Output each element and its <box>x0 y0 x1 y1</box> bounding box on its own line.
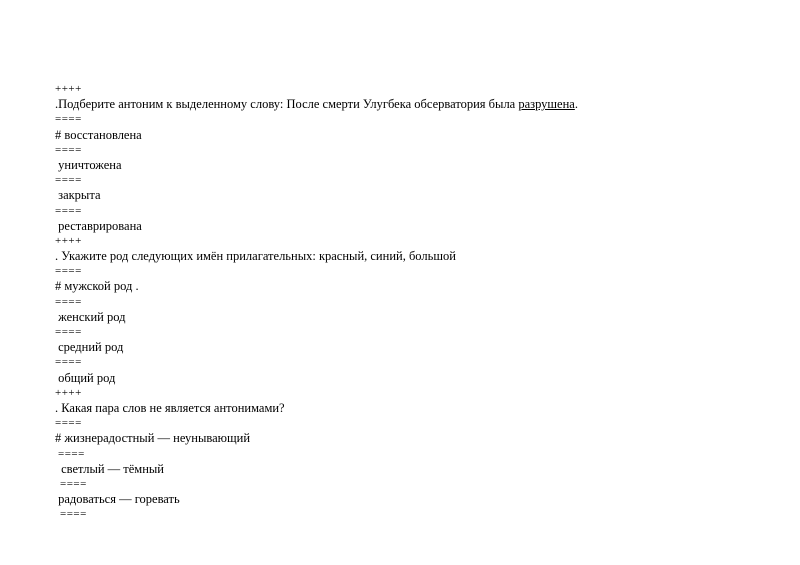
answer-option: радоваться — горевать <box>55 492 180 507</box>
answer-separator: ==== <box>55 265 82 278</box>
answer-option: светлый — тёмный <box>58 461 164 476</box>
answer-separator: ==== <box>55 356 82 369</box>
answer-separator: ==== <box>55 174 82 187</box>
answer-option: уничтожена <box>55 157 122 172</box>
question-text-suffix: . <box>574 97 578 112</box>
answer-option: общий род <box>55 370 116 385</box>
answer-option-correct: # мужской род . <box>55 279 139 294</box>
question-text <box>55 97 775 112</box>
answer-separator: ==== <box>55 143 82 156</box>
test-content <box>55 82 775 522</box>
answer-option: средний род <box>55 340 124 355</box>
answer-separator: ==== <box>55 295 82 308</box>
answer-option-correct: # жизнерадостный — неунывающий <box>55 431 251 446</box>
answer-separator: ==== <box>60 508 87 521</box>
answer-separator: ==== <box>58 447 85 460</box>
answer-separator: ==== <box>55 204 82 217</box>
answer-separator: ==== <box>55 417 82 430</box>
question-marker: ++++ <box>55 386 82 399</box>
question-marker: ++++ <box>55 234 82 247</box>
answer-option: женский род <box>55 309 126 324</box>
answer-option: закрыта <box>55 188 101 203</box>
answer-separator: ==== <box>60 477 87 490</box>
question-text: . Какая пара слов не является антонимами? <box>55 400 285 415</box>
question-text-prefix: .Подберите антоним к выделенному слову: После смерти Улугбека обсерватория была <box>55 97 519 112</box>
answer-option: реставрирована <box>55 218 142 233</box>
question-marker: ++++ <box>55 83 82 95</box>
highlighted-word: разрушена <box>518 97 575 112</box>
question-text: . Укажите род следующих имён прилагательных: красный, синий, большой <box>55 249 456 264</box>
answer-option-correct: # восстановлена <box>55 127 142 142</box>
answer-separator: ==== <box>55 326 82 338</box>
answer-separator: ==== <box>55 113 82 126</box>
